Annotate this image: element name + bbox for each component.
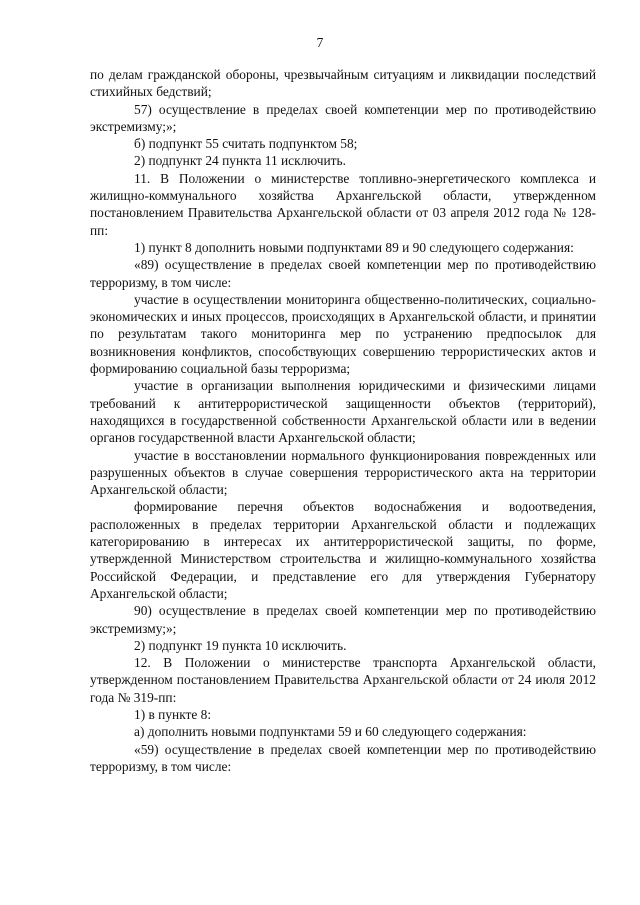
paragraph: 2) подпункт 19 пункта 10 исключить. [134, 637, 347, 653]
paragraph: формирование перечня объектов водоснабжения и водоотведения, расположенных в пределах территории Архангельской области и подлежащих категорированию в интересах их антитеррористической защиты, по форме, утвержденной Министерством строительства и жилищно-коммунального хозяйства Российской Федерации, и представление его для утверждения Губернатору Архангельской области; [90, 499, 596, 601]
paragraph: по делам гражданской обороны, чрезвычайным ситуациям и ликвидации последствий стихийных бедствий; [90, 67, 596, 100]
paragraph: б) подпункт 55 считать подпунктом 58; [134, 136, 358, 152]
paragraph: а) дополнить новыми подпунктами 59 и 60 следующего содержания: [134, 724, 527, 740]
paragraph: 2) подпункт 24 пункта 11 исключить. [134, 153, 346, 169]
document-body [90, 66, 596, 775]
paragraph: 1) в пункте 8: [134, 706, 212, 722]
paragraph: участие в восстановлении нормального функционирования поврежденных или разрушенных объектов в случае совершения террористического акта на территории Архангельской области; [90, 447, 596, 498]
paragraph: 90) осуществление в пределах своей компетенции мер по противодействию экстремизму;»; [90, 603, 596, 636]
paragraph: 57) осуществление в пределах своей компетенции мер по противодействию экстремизму;»; [90, 101, 596, 134]
paragraph: 11. В Положении о министерстве топливно-энергетического комплекса и жилищно-коммунального хозяйства Архангельской области, утвержденном постановлением Правительства Архангельской области от 03 апреля 2012 года № 128-пп: [90, 170, 596, 238]
paragraph: участие в осуществлении мониторинга общественно-политических, социально-экономических и иных процессов, происходящих в Архангельской области, и принятии по результатам такого мониторинга мер по устранению предпосылок для возникновения конфликтов, способствующих совершению террористических актов и формированию социальной базы терроризма; [90, 291, 596, 377]
paragraph: участие в организации выполнения юридическими и физическими лицами требований к антитеррористической защищенности объектов (территорий), находящихся в государственной собственности Архангельской области или в ведении органов государственной власти Архангельской области; [90, 378, 596, 446]
paragraph: «59) осуществление в пределах своей компетенции мер по противодействию терроризму, в том числе: [90, 741, 596, 774]
page-number: 7 [316, 35, 324, 50]
paragraph: 1) пункт 8 дополнить новыми подпунктами 89 и 90 следующего содержания: [134, 239, 574, 255]
paragraph: 12. В Положении о министерстве транспорта Архангельской области, утвержденном постановлением Правительства Архангельской области от 24 июля 2012 года № 319-пп: [90, 655, 596, 705]
paragraph: «89) осуществление в пределах своей компетенции мер по противодействию терроризму, в том числе: [90, 257, 596, 290]
